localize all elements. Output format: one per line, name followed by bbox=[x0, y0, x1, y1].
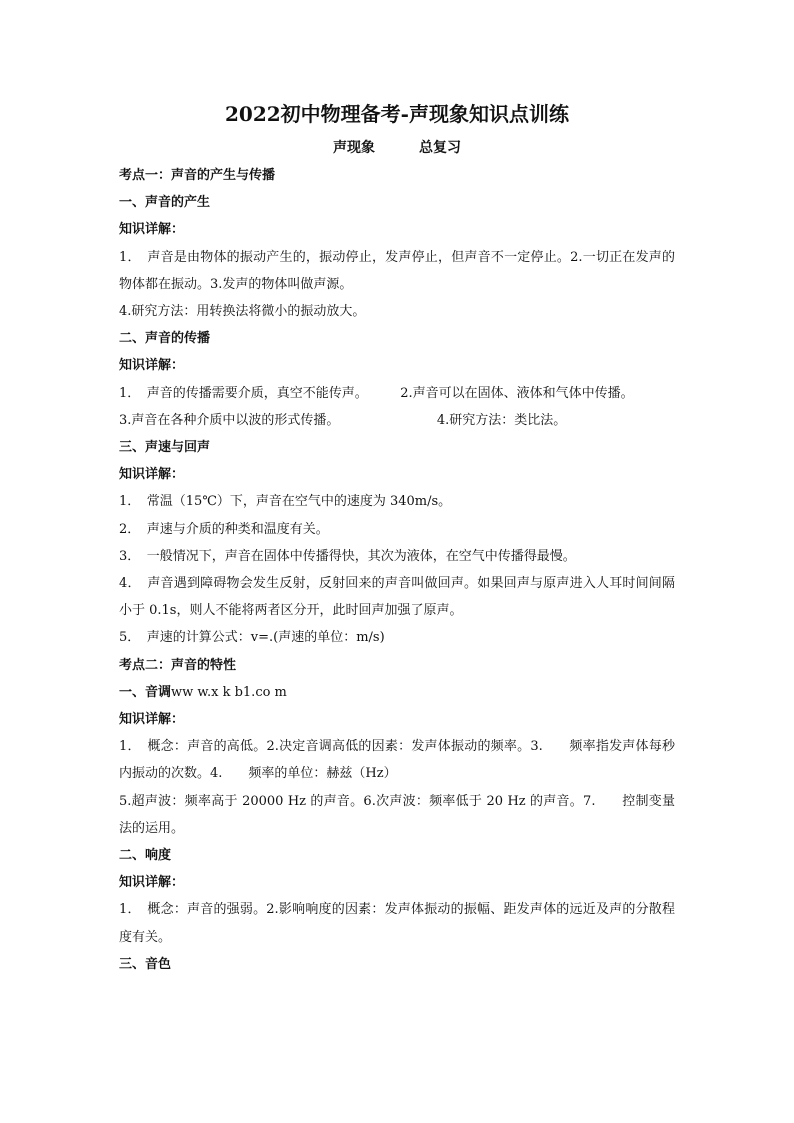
section-heading: 考点二：声音的特性 bbox=[119, 657, 237, 673]
subsection-heading: 二、声音的传播 bbox=[119, 331, 211, 347]
watermark-text: ww w.x k b1.co m bbox=[171, 684, 287, 700]
knowledge-label: 知识详解： bbox=[119, 467, 185, 483]
paragraph: 1． 声音的传播需要介质，真空不能传声。 2.声音可以在固体、液体和气体中传播。 bbox=[119, 385, 634, 401]
paragraph: 5． 声速的计算公式：v=.(声速的单位：m/s) bbox=[119, 630, 385, 646]
paragraph: 4． 声音遇到障碍物会发生反射，反射回来的声音叫做回声。如果回声与原声进入人耳时间间隔小于 0.1s，则人不能将两者区分开，此时回声加强了原声。 bbox=[119, 576, 675, 619]
paragraph: 2． 声速与介质的种类和温度有关。 bbox=[119, 521, 329, 537]
subsection-heading: 二、响度 bbox=[119, 848, 172, 864]
paragraph: 1． 常温（15℃）下，声音在空气中的速度为 340m/s。 bbox=[119, 494, 452, 510]
knowledge-label: 知识详解： bbox=[119, 875, 185, 891]
paragraph: 3.声音在各种介质中以波的形式传播。 4.研究方法：类比法。 bbox=[119, 412, 567, 428]
document-body bbox=[119, 162, 675, 978]
subsection-heading-line bbox=[119, 679, 675, 706]
subsection-heading: 一、声音的产生 bbox=[119, 195, 211, 211]
paragraph: 1． 概念：声音的强弱。2.影响响度的因素：发声体振动的振幅、距发声体的远近及声的分散程度有关。 bbox=[119, 902, 675, 945]
knowledge-label: 知识详解： bbox=[119, 358, 185, 374]
knowledge-label: 知识详解： bbox=[119, 712, 185, 728]
section-heading: 考点一：声音的产生与传播 bbox=[119, 168, 276, 183]
page-subtitle bbox=[0, 137, 794, 157]
subsection-heading: 三、音色 bbox=[119, 956, 172, 972]
subtitle-review: 总复习 bbox=[419, 140, 461, 156]
paragraph: 4.研究方法：用转换法将微小的振动放大。 bbox=[119, 304, 366, 320]
subsection-heading: 三、声速与回声 bbox=[119, 440, 211, 456]
page-title: 2022初中物理备考-声现象知识点训练 bbox=[225, 102, 569, 126]
subsection-heading: 一、音调 bbox=[119, 684, 172, 700]
paragraph: 3． 一般情况下，声音在固体中传播得快，其次为液体，在空气中传播得最慢。 bbox=[119, 548, 576, 564]
paragraph: 1． 声音是由物体的振动产生的，振动停止，发声停止，但声音不一定停止。2.一切正在发声的物体都在振动。3.发声的物体叫做声源。 bbox=[119, 249, 675, 292]
knowledge-label: 知识详解： bbox=[119, 222, 185, 238]
paragraph: 1． 概念：声音的高低。2.决定音调高低的因素：发声体振动的频率。3. 频率指发声体每秒内振动的次数。4. 频率的单位：赫兹（Hz） bbox=[119, 739, 675, 782]
paragraph: 5.超声波：频率高于 20000 Hz 的声音。6.次声波：频率低于 20 Hz 的声音。7. 控制变量法的运用。 bbox=[119, 793, 675, 836]
subtitle-topic: 声现象 bbox=[333, 140, 375, 156]
